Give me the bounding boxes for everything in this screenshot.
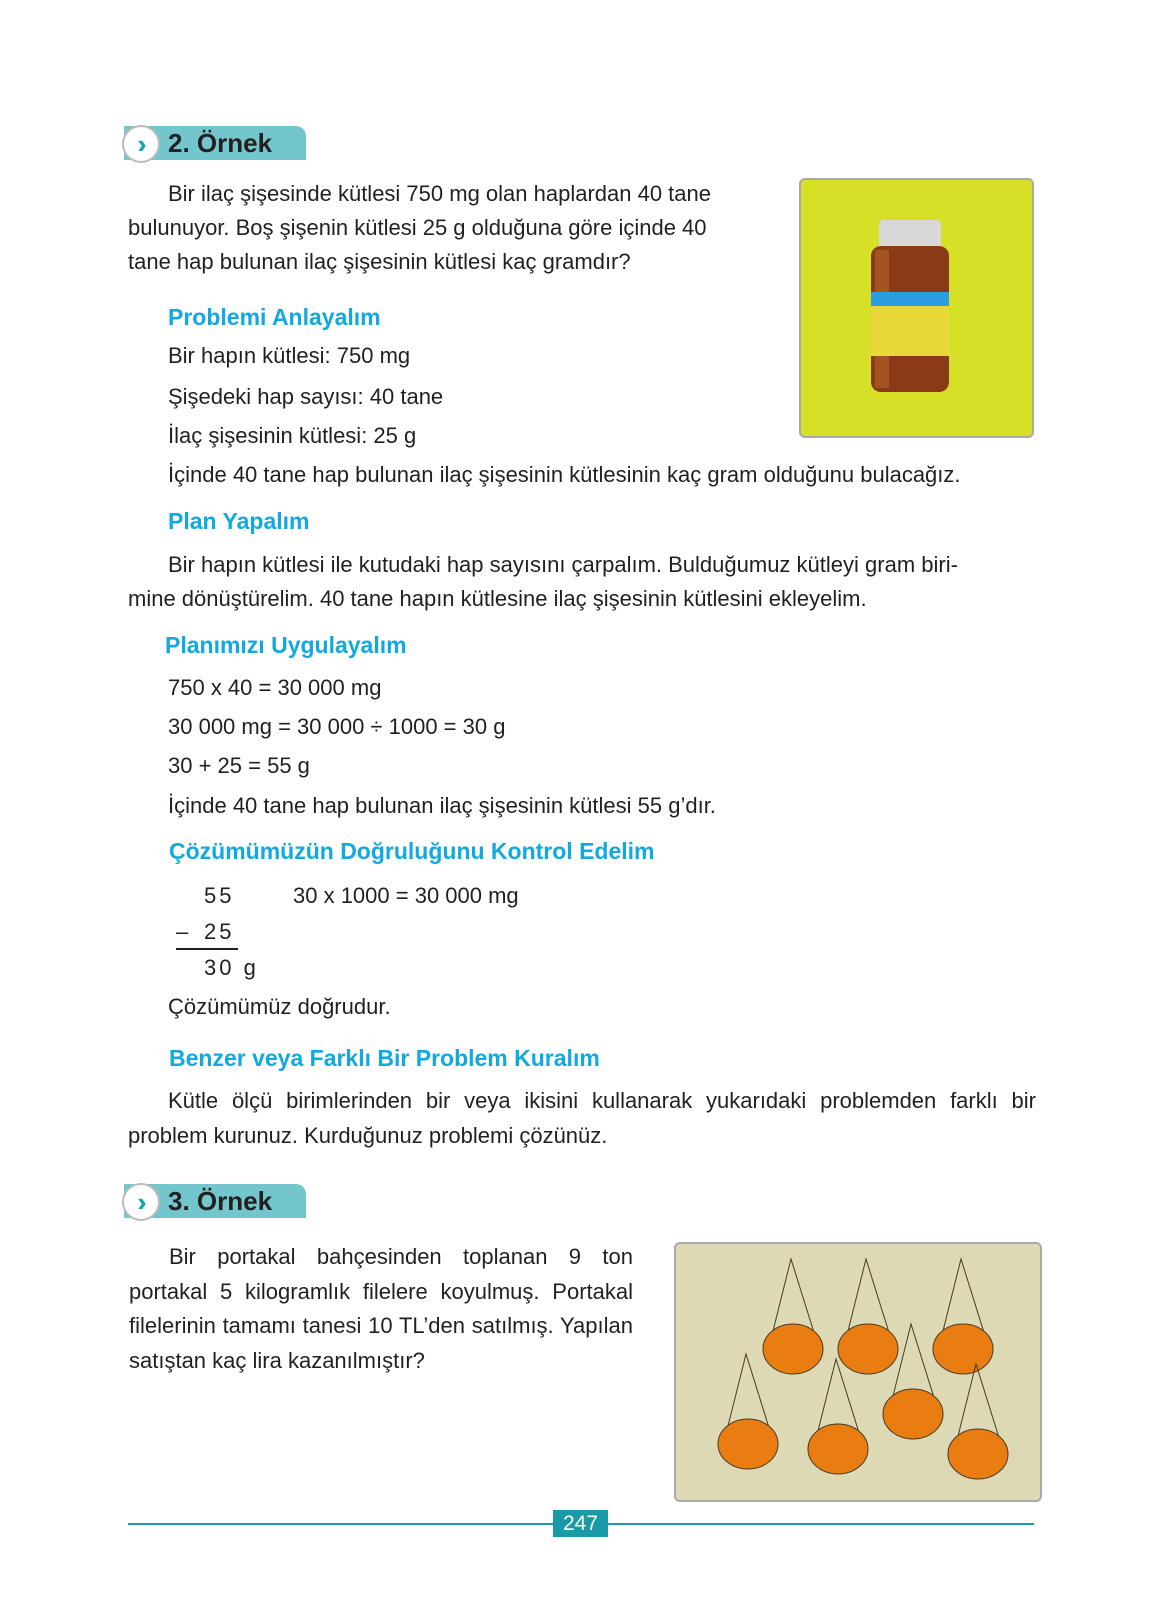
section-heading: Planımızı Uygulayalım (165, 632, 407, 658)
text-line: mine dönüştürelim. 40 tane hapın kütlesine ilaç şişesinin kütlesini ekleyelim. (128, 586, 867, 611)
subtraction-subtrahend: 25 (204, 919, 235, 944)
double-chevron-icon: ›› (122, 1183, 160, 1221)
section-heading: Benzer veya Farklı Bir Problem Kuralım (169, 1045, 600, 1071)
text-line: Çözümümüz doğrudur. (168, 994, 391, 1019)
section-heading: Çözümümüzün Doğruluğunu Kontrol Edelim (169, 838, 655, 864)
subtraction-minuend: 55 (204, 883, 235, 908)
example-3-banner (124, 1184, 306, 1218)
text-line: 750 x 40 = 30 000 mg (168, 675, 382, 700)
question-line: Bir ilaç şişesinde kütlesi 750 mg olan haplardan 40 tane (168, 181, 711, 206)
orange-nets-image (674, 1242, 1042, 1502)
section-heading: Plan Yapalım (168, 508, 310, 534)
double-chevron-icon: ›› (122, 125, 160, 163)
text-line: Bir hapın kütlesi: 750 mg (168, 343, 411, 368)
subtraction-result: 30 g (204, 955, 259, 980)
text-line: 30 + 25 = 55 g (168, 753, 310, 778)
multiplication-check: 30 x 1000 = 30 000 mg (293, 883, 519, 908)
text-line: İçinde 40 tane hap bulunan ilaç şişesinin kütlesinin kaç gram olduğunu bulacağız. (168, 462, 961, 487)
question-line: tane hap bulunan ilaç şişesinin kütlesi kaç gramdır? (128, 249, 631, 274)
text-line: İlaç şişesinin kütlesi: 25 g (168, 423, 417, 448)
medicine-bottle-image (799, 178, 1034, 438)
example-2-banner (124, 126, 306, 160)
example-3-title: 3. Örnek (168, 1186, 273, 1216)
text-line: İçinde 40 tane hap bulunan ilaç şişesinin kütlesi 55 g’dır. (168, 793, 716, 818)
question-line: bulunuyor. Boş şişenin kütlesi 25 g olduğuna göre içinde 40 (128, 215, 707, 240)
text-line: 30 000 mg = 30 000 ÷ 1000 = 30 g (168, 714, 506, 739)
example-2-title: 2. Örnek (168, 128, 273, 158)
subtraction-line (176, 948, 238, 950)
page-number: 247 (553, 1510, 608, 1537)
paragraph: Kütle ölçü birimlerinden bir veya ikisini kullanarak yukarıdaki problemden farklı bir problem kurunuz. Kurduğunuz problemi çözünüz. (128, 1088, 1036, 1148)
text-line: Şişedeki hap sayısı: 40 tane (168, 384, 444, 409)
text-line: Bir hapın kütlesi ile kutudaki hap sayısını çarpalım. Bulduğumuz kütleyi gram biri- (168, 552, 958, 577)
section-heading: Problemi Anlayalım (168, 304, 381, 330)
paragraph: Bir portakal bahçesinden toplanan 9 ton portakal 5 kilogramlık filelere koyulmuş. Portakal filelerinin tamamı tanesi 10 TL’den satılmış. Yapılan satıştan kaç lira kazanılmıştır? (129, 1244, 633, 1373)
minus-sign: – (176, 919, 189, 944)
